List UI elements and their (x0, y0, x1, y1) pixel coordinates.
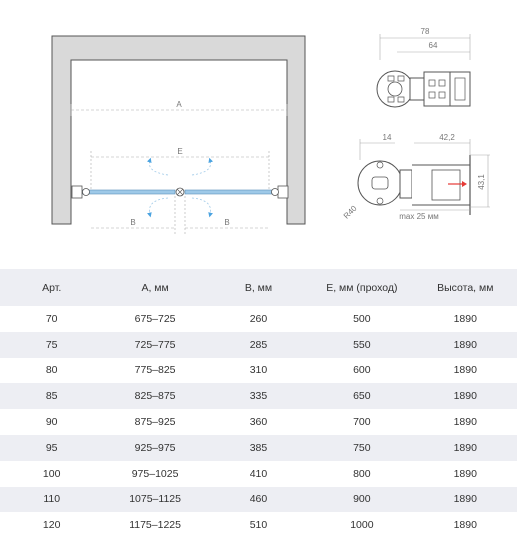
cell-b: 285 (207, 332, 310, 358)
cell-art: 120 (42, 519, 61, 532)
cell-b: 260 (249, 312, 268, 325)
cell-e: 800 (353, 467, 371, 480)
cell-e: 750 (310, 435, 413, 461)
dim-label-78: 78 (420, 27, 430, 36)
cell-height: 1890 (414, 435, 517, 461)
cell-art: 70 (45, 312, 58, 325)
table-row (0, 409, 517, 435)
cell-a: 775–825 (134, 364, 176, 377)
cell-b: 410 (249, 467, 268, 480)
table-row (0, 461, 517, 487)
cell-a: 875–925 (134, 416, 176, 429)
cell-a: 975–1025 (131, 467, 179, 480)
cell-height: 1890 (453, 364, 477, 377)
cell-e: 500 (353, 312, 371, 325)
cell-a: 925–975 (103, 435, 206, 461)
drawing-svg (0, 0, 517, 255)
table-row (0, 487, 517, 513)
cell-height: 1890 (414, 332, 517, 358)
header-a: A, мм (103, 269, 206, 306)
dim-label-a: A (176, 100, 182, 109)
cell-height: 1890 (453, 416, 477, 429)
table-row (0, 358, 517, 384)
cell-e: 1000 (350, 519, 374, 532)
header-art: Арт. (0, 269, 103, 306)
technical-drawing (0, 0, 517, 255)
cell-art: 110 (0, 487, 103, 513)
cell-art: 75 (0, 332, 103, 358)
right-glass-panel (185, 190, 280, 194)
dim-label-r40: R40 (341, 203, 359, 221)
table-row (0, 383, 517, 409)
cell-b: 360 (249, 416, 268, 429)
spec-table-container (0, 269, 517, 538)
cell-b: 385 (207, 435, 310, 461)
cell-e: 650 (310, 383, 413, 409)
hinge-profile-detail (377, 27, 470, 107)
cell-e: 700 (353, 416, 371, 429)
cell-art: 80 (45, 364, 58, 377)
table-row (0, 332, 517, 358)
cell-e: 600 (353, 364, 371, 377)
table-row (0, 512, 517, 538)
table-row (0, 306, 517, 332)
cell-b: 310 (249, 364, 268, 377)
dim-label-max25: max 25 мм (399, 212, 439, 221)
cell-height: 1890 (414, 383, 517, 409)
cell-a: 1075–1125 (103, 487, 206, 513)
header-height: Высота, мм (414, 269, 517, 306)
cell-height: 1890 (453, 467, 477, 480)
opening-plan (52, 36, 305, 234)
table-header-row (0, 269, 517, 306)
cell-e: 900 (310, 487, 413, 513)
cell-b: 460 (207, 487, 310, 513)
header-b: B, мм (207, 269, 310, 306)
dim-label-64: 64 (428, 41, 438, 50)
cell-art: 85 (0, 383, 103, 409)
cell-a: 675–725 (134, 312, 176, 325)
cell-a: 725–775 (103, 332, 206, 358)
cell-art: 90 (45, 416, 58, 429)
cell-a: 1175–1225 (129, 519, 181, 532)
dim-label-b-left: B (130, 218, 136, 227)
cell-b: 510 (249, 519, 268, 532)
wall-connection-detail (342, 133, 490, 221)
table-row (0, 435, 517, 461)
cell-art: 95 (0, 435, 103, 461)
dim-label-e: E (177, 147, 183, 156)
spec-table (0, 269, 517, 538)
cell-e: 550 (310, 332, 413, 358)
cell-art: 100 (42, 467, 61, 480)
dim-label-43-1: 43,1 (477, 174, 486, 190)
cell-height: 1890 (414, 487, 517, 513)
header-e: E, мм (проход) (310, 269, 413, 306)
dim-label-14: 14 (382, 133, 392, 142)
cell-a: 825–875 (103, 383, 206, 409)
cell-height: 1890 (453, 519, 477, 532)
dim-label-b-right: B (224, 218, 230, 227)
dim-label-42-2: 42,2 (439, 133, 455, 142)
cell-height: 1890 (453, 312, 477, 325)
left-glass-panel (80, 190, 175, 194)
cell-b: 335 (207, 383, 310, 409)
